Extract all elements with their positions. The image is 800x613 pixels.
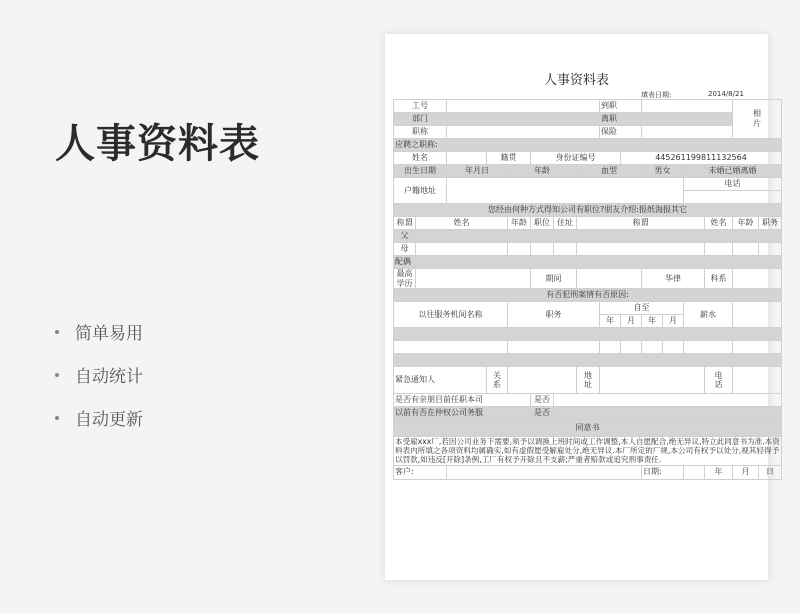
- feature-item: 自动更新: [55, 396, 143, 439]
- form-row: 职称 保险: [394, 126, 782, 139]
- form-row: [394, 437, 782, 465]
- form-row: 工号 到职 相片: [394, 100, 782, 113]
- form-row: 称谓 姓名 年龄 职位 住址 称谓 姓名 年龄 职务: [394, 217, 782, 230]
- fill-date-value: 2014/8/21: [708, 90, 744, 98]
- personnel-form-table: 工号 到职 相片 部门 离职 职称 保险 应聘之职称: 姓名 籍贯 身份证编号 445261199811132564 出生日期 年月日 年龄 血型 男女 未婚已婚离婚 户籍地址 电话 您经由何种方式得知公司有职位?朋友介绍:报纸海报其它 称谓 姓名 年龄 职位 住址 称谓 姓名 年龄 职务 父 母 配偶 最高 学历 期间 华律 科系 有否犯刑案情有否原因: 以往服务机间名称 职务 自至 薪水 年 月 年 月 紧急通知人 关 系 地 址 电 话 是否有亲朋目前任职本司 是否 以前有否在仲权公司务服 是否 同意书 本受雇xxx厂,若因公司业务下需要,须予以调换上班时间或工作调整,本人自愿配合,绝无异议,特立此同意书为准.本资料表内所填之各项资料均属确实,如有虚假愿受解雇处分,绝无异议.本厂所定的厂规,本公司有权予以处分,视其轻得予以罚款,如违反[开除]条例,工厂有权予开除且不支薪;严重者赔款或追究刑事责任. 客户: 日期: 年 月 日: [393, 99, 782, 480]
- form-row: 姓名 籍贯 身份证编号 445261199811132564: [394, 152, 782, 165]
- form-row: 以前有否在仲权公司务服 是否: [394, 407, 782, 420]
- form-row: 年 月 年 月: [394, 315, 782, 328]
- form-row: 以往服务机间名称 职务 自至 薪水: [394, 302, 782, 315]
- form-row: [394, 328, 782, 341]
- feature-list: [55, 310, 143, 439]
- form-row: 有否犯刑案情有否原因:: [394, 289, 782, 302]
- form-row: 户籍地址 电话: [394, 178, 782, 191]
- feature-item: 简单易用: [55, 310, 143, 353]
- form-row: 配偶: [394, 256, 782, 269]
- form-row: 同意书: [394, 420, 782, 437]
- bullet-icon: [55, 416, 59, 420]
- slide-title: 人事资料表: [55, 121, 260, 167]
- form-row: 客户: 日期: 年 月 日: [394, 465, 782, 479]
- form-row: 父: [394, 230, 782, 243]
- feature-item: 自动统计: [55, 353, 143, 396]
- form-preview-paper: [385, 34, 780, 580]
- form-row: 紧急通知人 关 系 地 址 电 话: [394, 367, 782, 394]
- form-row: 应聘之职称:: [394, 139, 782, 152]
- photo-cell: 相片: [733, 100, 782, 139]
- form-row: 部门 离职: [394, 113, 782, 126]
- consent-text: 本受雇xxx厂,若因公司业务下需要,须予以调换上班时间或工作调整,本人自愿配合,绝无异议,特立此同意书为准.本资料表内所填之各项资料均属确实,如有虚假愿受解雇处分,绝无异议.本厂所定的厂规,本公司有权予以处分,视其轻得予以罚款,如违反[开除]条例,工厂有权予开除且不支薪;严重者赔款或追究刑事责任.: [395, 437, 780, 465]
- form-row: [394, 354, 782, 367]
- id-number: 445261199811132564: [621, 152, 782, 165]
- form-title: 人事资料表: [543, 73, 609, 88]
- form-row: 出生日期 年月日 年龄 血型 男女 未婚已婚离婚: [394, 165, 782, 178]
- form-row: 是否有亲朋目前任职本司 是否: [394, 394, 782, 407]
- form-row: 您经由何种方式得知公司有职位?朋友介绍:报纸海报其它: [394, 204, 782, 217]
- form-row: 母: [394, 243, 782, 256]
- form-row: [394, 341, 782, 354]
- bullet-icon: [55, 373, 59, 377]
- fill-date-label: 填表日期:: [641, 91, 672, 99]
- bullet-icon: [55, 330, 59, 334]
